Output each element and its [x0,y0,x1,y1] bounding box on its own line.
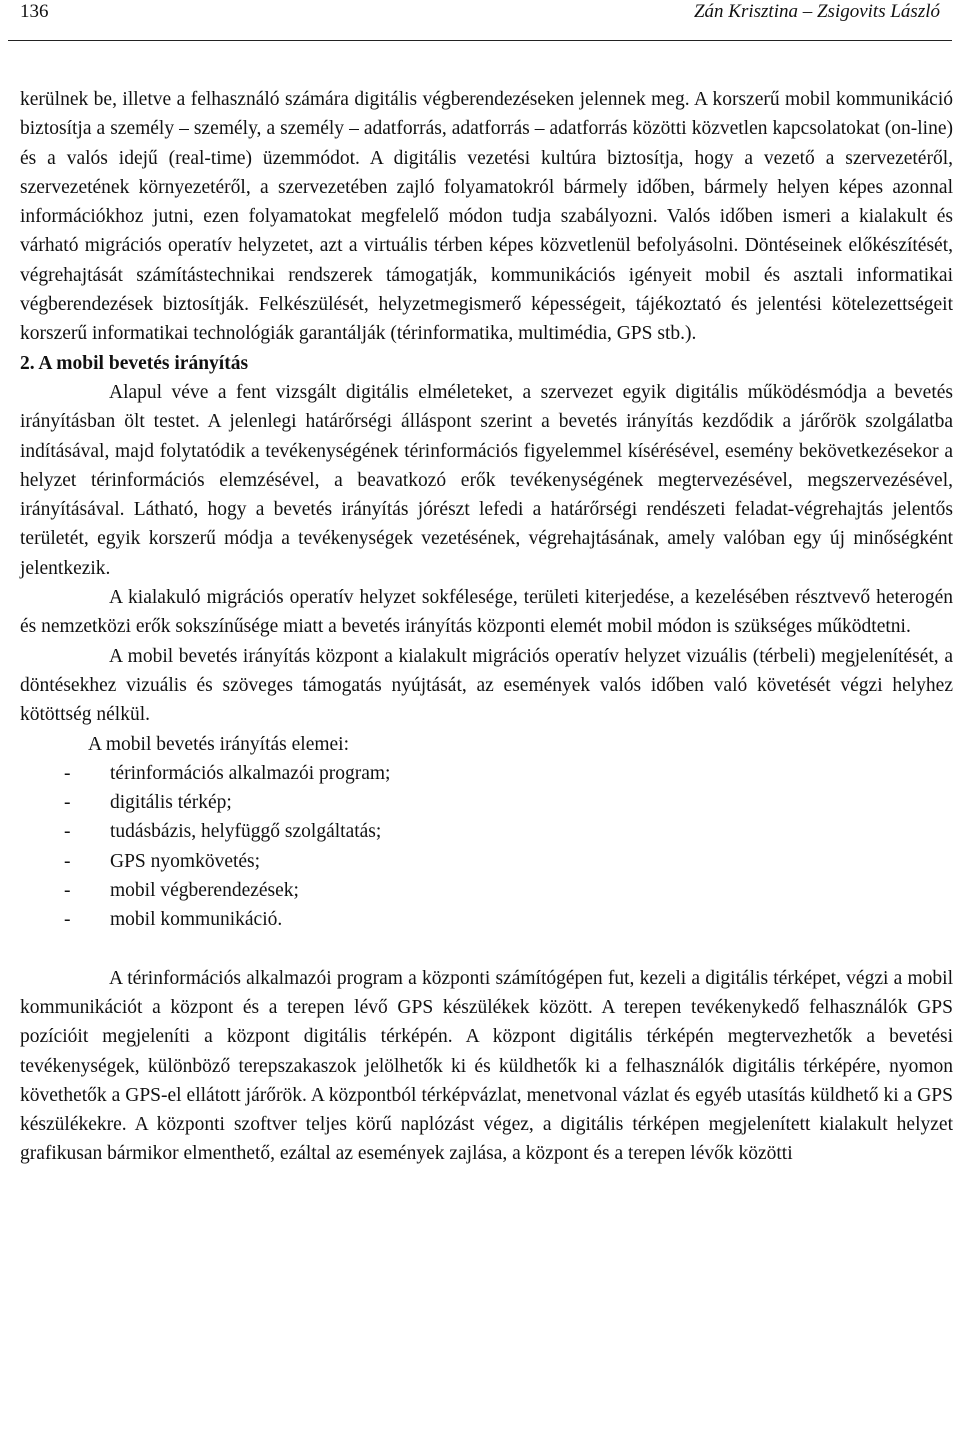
paragraph-4: A mobil bevetés irányítás központ a kialakult migrációs operatív helyzet vizuális (térbeli) megjelenítését, a döntésekhez vizuális és szöveges támogatás nyújtását, az események valós időben való követését végzi helyhez kötöttség nélkül. [20,645,953,726]
list-item-text: tudásbázis, helyfüggő szolgáltatás; [110,821,382,843]
paragraph-3: A kialakuló migrációs operatív helyzet sokfélesége, területi kiterjedése, a kezelésében résztvevő heterogén és nemzetközi erők sokszínűsége miatt a bevetés irányítás központi elemét mobil módon is szükséges működtetni. [20,587,953,638]
paragraph-1: kerülnek be, illetve a felhasználó számára digitális végberendezéseken jelennek meg. A korszerű mobil kommunikáció biztosítja a személy – személy, a személy – adatforrás, adatforrás – adatforrás közötti közvetlen kapcsolatokat (on-line) és a valós idejű (real-time) üzemmódot. A digitális vezetési kultúra biztosítja, hogy a vezető a szervezetéről, szervezetének környezetéről, a szervezetében zajló folyamatokról bármely időben, bármely helyen képes azonnal információkhoz jutni, ezen folyamatokat megfelelő módon tudja szabályozni. Valós időben ismeri a kialakult és várható migrációs operatív helyzetet, azt a virtuális térben képes közvetlenül befolyásolni. Döntéseinek előkészítését, végrehajtását számítástechnikai rendszerek támogatják, kommunikációs igényeit mobil és asztali informatikai végberendezések biztosítják. Felkészülését, helyzetmegismerő képességeit, tájékoztató és jelentési kötelezettségeit korszerű informatikai technológiák garantálják (térinformatika, multimédia, GPS stb.). [20,89,953,345]
paragraph-2: Alapul véve a fent vizsgált digitális elméleteket, a szervezet egyik digitális működésmódja a bevetés irányításban ölt testet. A jelenlegi határőrségi álláspont szerint a bevetés irányítás kezdődik a járőrök szolgálatba indításával, majd folytatódik a tevékenységének térinformációs figyelemmel kísérésével, esemény bekövetkezésekor a helyzet térinformációs elemzésével, a beavatkozó erők tevékenységének megtervezésével, megszervezésével, irányításával. Látható, hogy a bevetés irányítás jórészt lefedi a határőrségi rendészeti feladat-végrehajtás jelentős területét, egyik korszerű módja a tevékenységek vezetésének, végrehajtásának, amely valóban egy új minőségként jelentkezik. [20,381,953,579]
list-dash: - [64,850,71,872]
paragraph-5: A térinformációs alkalmazói program a központi számítógépen fut, kezeli a digitális térképet, végzi a mobil kommunikációt a központ és a terepen lévő GPS készülékek között. A terepen tevékenykedő felhasználók GPS pozícióit megjeleníti a központ digitális térképén. A központ digitális térképén megtervezhetők a bevetési tevékenységek, különböző terepszakaszok jelölhetők ki és küldhetők ki a felhasználók digitális térképére, nyomon követhetők a GPS-el ellátott járőrök. A központból térképvázlat, menetvonal vázlat és egyéb utasítás küldhető ki a GPS készülékekre. A központi szoftver teljes körű naplózást végez, a digitális térképen megjelenített kialakult helyzet grafikusan bármikor elmenthető, ezáltal az események zajlása, a központ és a terepen lévők közötti [20,967,953,1165]
paragraph-spacer [20,935,953,964]
running-header [20,0,940,30]
list-item-text: mobil végberendezések; [110,880,299,902]
list-item-text: térinformációs alkalmazói program; [110,762,391,784]
elements-list [20,759,953,935]
header-divider [8,40,952,41]
list-item [20,817,953,846]
list-item [20,905,953,934]
list-item [20,759,953,788]
list-item-text: GPS nyomkövetés; [110,850,261,872]
list-dash: - [64,792,71,814]
list-item [20,847,953,876]
list-item [20,788,953,817]
page-number: 136 [20,1,49,22]
list-dash: - [64,880,71,902]
list-dash: - [64,909,71,931]
list-item-text: digitális térkép; [110,792,232,814]
body-text [20,85,953,1169]
list-intro: A mobil bevetés irányítás elemei: [88,733,350,755]
running-header-authors: Zán Krisztina – Zsigovits László [693,1,940,22]
list-item-text: mobil kommunikáció. [110,909,283,931]
list-dash: - [64,762,71,784]
list-dash: - [64,821,71,843]
list-item [20,876,953,905]
section-heading: 2. A mobil bevetés irányítás [20,352,249,374]
